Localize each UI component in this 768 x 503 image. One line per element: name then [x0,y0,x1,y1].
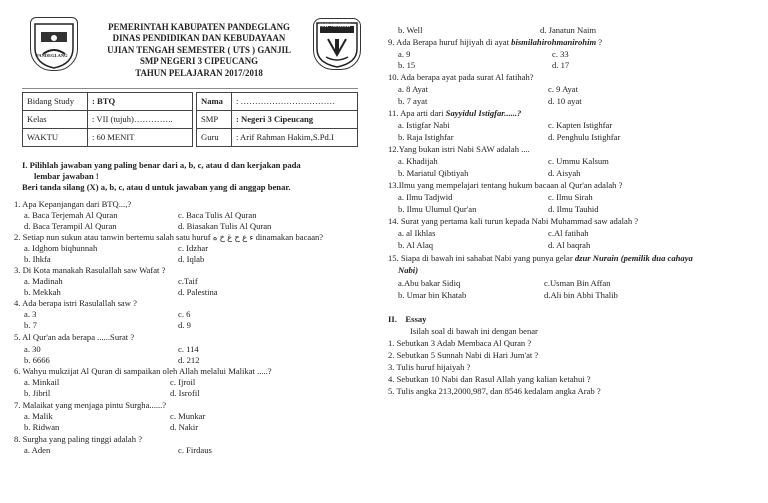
essay-title: II. Essay [388,314,427,324]
header-line-2: DINAS PENDIDIKAN DAN KEBUDAYAAN [112,33,286,44]
section-1-instruction: Beri tanda silang (X) a, b, c, atau d untuk jawaban yang di anggap benar. [22,182,291,192]
document-header [92,22,306,79]
question-2: 2. Setiap nun sukun atau tanwin bertemu salah satu huruf ﺀ ﻉ ﺡ ﻍ ﺥ ﻩ dinamakan bacaan? [14,232,324,242]
q15-option-b[interactable]: b. Umar bin Khatab [398,290,467,300]
header-line-4: SMP NEGERI 3 CIPEUCANG [139,56,259,67]
q11-option-a[interactable]: a. Istigfar Nabi [398,120,450,130]
q15-option-a[interactable]: a.Abu bakar Sidiq [398,278,461,288]
q1-option-c[interactable]: c. Baca Tulis Al Quran [178,210,257,220]
q14-option-d[interactable]: d. Al baqrah [548,240,591,250]
question-15-emphasis: dzur Nurain (pemilik dua cahaya [574,253,693,263]
q4-option-a[interactable]: a. 3 [24,309,37,319]
q8-option-b[interactable]: b. Well [398,25,423,35]
guru-value: : Arif Rahman Hakim,S.Pd.I [232,129,358,147]
q13-option-d[interactable]: d. Ilmu Tauhid [548,204,599,214]
q11-option-c[interactable]: c. Kapten Istighfar [548,120,613,130]
q7-option-c[interactable]: c. Munkar [170,411,206,421]
q6-option-d[interactable]: d. Isrofil [170,388,200,398]
question-12: 12.Yang bukan istri Nabi SAW adalah .... [388,144,530,154]
q13-option-a[interactable]: a. Ilmu Tadjwid [398,192,453,202]
q8-option-d[interactable]: d. Janatun Naim [540,25,597,35]
question-8: 8. Surgha yang paling tinggi adalah ? [14,434,143,444]
q5-option-a[interactable]: a. 30 [24,344,41,354]
q11-option-d[interactable]: d. Penghulu Istighfar [548,132,621,142]
question-7: 7. Malaikat yang menjaga pintu Surgha......? [14,400,167,410]
q3-option-d[interactable]: d. Palestina [178,287,218,297]
q7-option-b[interactable]: b. Ridwan [24,422,60,432]
section-1-title: I. Pilihlah jawaban yang paling benar dari a, b, c, atau d dan kerjakan pada [22,160,301,170]
question-9-end: ? [596,37,603,47]
question-15-text: 15. Siapa di bawah ini sahabat Nabi yang punya gelar [388,253,575,263]
waktu-value: : 60 MENIT [88,129,193,147]
q12-option-c[interactable]: c. Ummu Kalsum [548,156,609,166]
regency-emblem-icon [31,18,77,70]
q13-option-c[interactable]: c. Ilmu Sirah [548,192,593,202]
q5-option-c[interactable]: c. 114 [178,344,199,354]
essay-instruction: Isilah soal di bawah ini dengan benar [410,326,538,336]
student-info-table [22,92,358,147]
q1-option-d2[interactable]: d. Biasakan Tulis Al Quran [178,221,272,231]
q14-option-b[interactable]: b. Al Alaq [398,240,434,250]
q3-option-c[interactable]: c.Taif [178,276,198,286]
q6-option-c[interactable]: c. Ijroil [170,377,196,387]
essay-item-3: 3. Tulis huruf hijaiyah ? [388,362,471,372]
q4-option-c[interactable]: c. 6 [178,309,191,319]
q12-option-a[interactable]: a. Khadijah [398,156,438,166]
q10-option-c[interactable]: c. 9 Ayat [548,84,578,94]
q13-option-b[interactable]: b. Ilmu Ulumul Qur'an [398,204,477,214]
q4-option-b[interactable]: b. 7 [24,320,37,330]
question-15 [388,253,693,263]
q7-option-a[interactable]: a. Malik [24,411,53,421]
smp-label: SMP [197,111,232,129]
essay-item-1: 1. Sebutkan 3 Adab Membaca Al Quran ? [388,338,532,348]
question-5: 5. Al Qur'an ada berapa ......Surat ? [14,332,135,342]
header-divider [22,88,358,89]
q2-option-b[interactable]: b. Ihkfa [24,254,51,264]
waktu-label: WAKTU [23,129,88,147]
question-4: 4. Ada berapa istri Rasulallah saw ? [14,298,137,308]
q11-option-b[interactable]: b. Raja Istighfar [398,132,454,142]
header-line-1: PEMERINTAH KABUPATEN PANDEGLANG [108,22,290,32]
q2-option-d[interactable]: d. Iqlab [178,254,205,264]
q10-option-b[interactable]: b. 7 ayat [398,96,428,106]
question-6: 6. Wahyu mukzijat Al Quran di sampaikan oleh Allah melalui Malikat .....? [14,366,272,376]
q7-option-d[interactable]: d. Nakir [170,422,199,432]
q9-option-a[interactable]: a. 9 [398,49,411,59]
question-9 [388,37,602,47]
q14-option-a[interactable]: a. al Ikhlas [398,228,436,238]
q8-option-a[interactable]: a. Aden [24,445,51,455]
section-1-title-cont: lembar jawaban ! [34,171,99,181]
question-9-emphasis: bismilahirohmanirohim [511,37,597,47]
q5-option-d[interactable]: d. 212 [178,355,200,365]
q9-option-d[interactable]: d. 17 [552,60,570,70]
q6-option-a[interactable]: a. Minkail [24,377,60,387]
question-14: 14. Surat yang pertama kali turun kepada Nabi Muhammad saw adalah ? [388,216,639,226]
q15-option-d[interactable]: d.Ali bin Abhi Thalib [544,290,618,300]
q15-option-c[interactable]: c.Usman Bin Affan [544,278,611,288]
smp-value: : Negeri 3 Cipeucang [232,111,358,129]
q3-option-a[interactable]: a. Madinah [24,276,63,286]
q1-option-a[interactable]: a. Baca Terjemah Al Quran [24,210,118,220]
essay-item-4: 4. Sebutkan 10 Nabi dan Rasul Allah yang kalian ketahui ? [388,374,591,384]
nama-field[interactable]: : …………………………… [232,93,358,111]
question-11 [388,108,521,118]
kelas-label: Kelas [23,111,88,129]
question-1: 1. Apa Kepanjangan dari BTQ...,? [14,199,132,209]
question-15-emphasis-cont: Nabi) [398,265,419,275]
school-logo-label: SMP NEGERI [319,24,351,29]
q12-option-b[interactable]: b. Mariatul Qibtiyah [398,168,469,178]
question-10: 10. Ada berapa ayat pada surat Al fatihah? [388,72,534,82]
question-3: 3. Di Kota manakah Rasulallah saw Wafat ? [14,265,166,275]
header-line-3: UJIAN TENGAH SEMESTER ( UTS ) GANJIL [107,44,291,55]
q3-option-b[interactable]: b. Mekkah [24,287,61,297]
q9-option-c[interactable]: c. 33 [552,49,569,59]
question-13: 13.Ilmu yang mempelajari tentang hukum bacaan al Qur'an adalah ? [388,180,623,190]
kelas-value: : VII (tujuh)………….. [88,111,193,129]
question-11-text: 11. Apa arti dari [388,108,446,118]
essay-item-5: 5. Tulis angka 213,2000,987, dan 8546 kedalam angka Arab ? [388,386,601,396]
regency-logo-label: PANDEGLANG [36,53,68,58]
q4-option-d[interactable]: d. 9 [178,320,191,330]
q6-option-b[interactable]: b. Jibril [24,388,51,398]
question-11-emphasis: Sayyidul Istigfar......? [445,108,522,118]
q10-option-a[interactable]: a. 8 Ayat [398,84,428,94]
q12-option-d[interactable]: d. Aisyah [548,168,581,178]
header-line-5: TAHUN PELAJARAN 2017/2018 [135,67,263,78]
q10-option-d[interactable]: d. 10 ayat [548,96,582,106]
q2-option-a[interactable]: a. Idghom biqhunnah [24,243,98,253]
q2-option-c[interactable]: c. Idzhar [178,243,209,253]
essay-item-2: 2. Sebutkan 5 Sunnah Nabi di Hari Jum'at ? [388,350,539,360]
q14-option-c[interactable]: c.Al fatihah [548,228,589,238]
regency-logo [30,17,78,71]
bidang-value: : BTQ [88,93,193,111]
q9-option-b[interactable]: b. 15 [398,60,416,70]
guru-label: Guru [197,129,232,147]
q1-option-d[interactable]: d. Baca Terampil Al Quran [24,221,117,231]
question-9-text: 9. Ada Berapa huruf hijiyah di ayat [388,37,512,47]
nama-label: Nama [197,93,232,111]
q8-option-c[interactable]: c. Firdaus [178,445,212,455]
bidang-label: Bidang Study [23,93,88,111]
q5-option-b[interactable]: b. 6666 [24,355,50,365]
